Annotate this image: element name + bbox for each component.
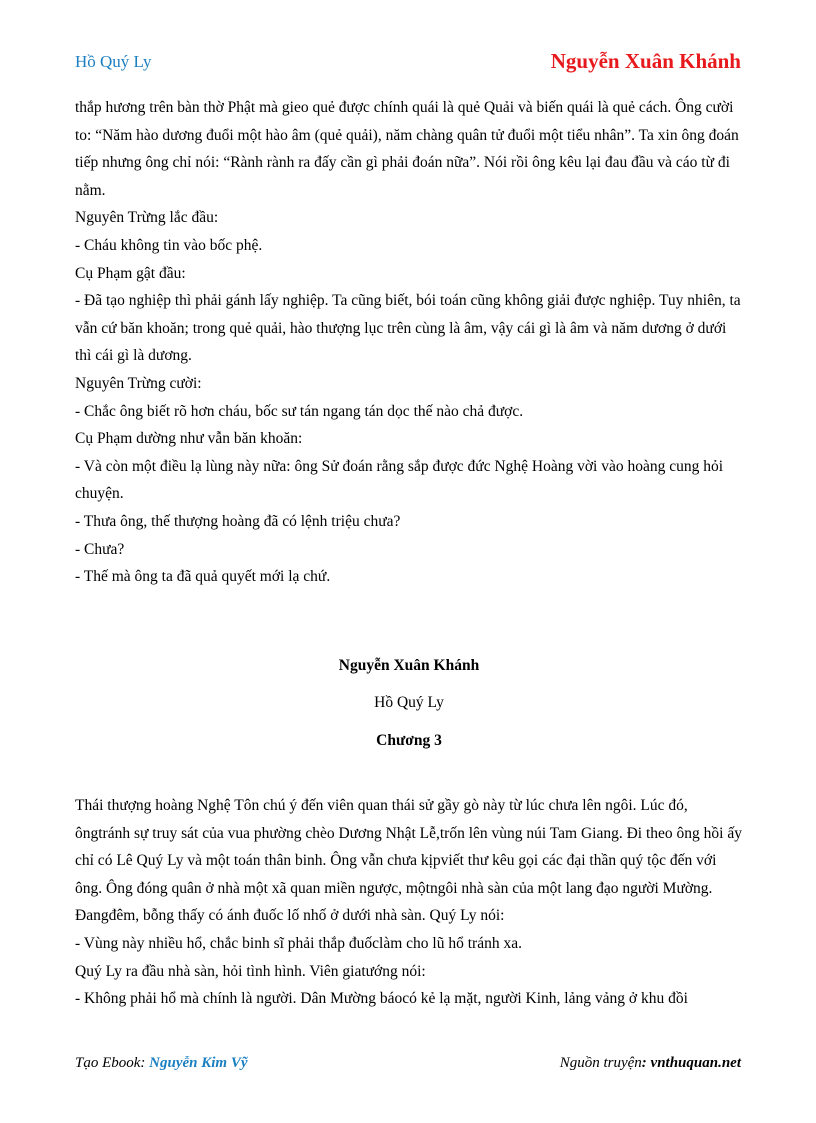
chapter-author: Nguyễn Xuân Khánh (338, 657, 480, 674)
footer-source-site: vnthuquan.net (650, 1055, 741, 1071)
paragraph: - Thưa ông, thế thượng hoàng đã có lệnh triệu chưa? (75, 512, 401, 530)
chapter-title: Chương 3 (376, 732, 442, 749)
paragraph: Nguyên Trừng lắc đầu: (75, 209, 219, 227)
paragraph: - Không phải hổ mà chính là người. Dân Mường báocó kẻ lạ mặt, người Kinh, lảng vảng ở khu đồi (75, 990, 688, 1008)
footer-separator: : (641, 1055, 651, 1071)
section-2-body (75, 792, 743, 1013)
paragraph: - Và còn một điều lạ lùng này nữa: ông Sử đoán rằng sắp được đức Nghệ Hoàng vời vào hoàng cung hỏi chuyện. (75, 457, 724, 503)
paragraph: thắp hương trên bàn thờ Phật mà gieo quẻ được chính quái là quẻ Quải và biến quái là quẻ cách. Ông cười to: “Năm hào dương đuổi một hào âm (quẻ quải), năm chàng quân tử đuổi một tiểu nhân”. Ta xin ông đoán tiếp nhưng ông chỉ nói: “Rành rành ra đấy cần gì phải đoán nữa”. Nói rồi ông kêu lại đau đầu và cáo từ đi nằm. (75, 99, 739, 199)
paragraph: - Vùng này nhiều hổ, chắc binh sĩ phải thắp đuốclàm cho lũ hổ tránh xa. (75, 934, 522, 952)
paragraph: - Thế mà ông ta đã quả quyết mới lạ chứ. (75, 568, 331, 586)
footer-source-label: Nguồn truyện (559, 1055, 642, 1071)
section-1-body (75, 94, 743, 591)
footer-source-credit (560, 1055, 741, 1072)
footer-separator: : (140, 1055, 150, 1071)
paragraph: Quý Ly ra đầu nhà sàn, hỏi tình hình. Viên giatướng nói: (75, 962, 426, 980)
paragraph: - Chắc ông biết rõ hơn cháu, bốc sư tán ngang tán dọc thế nào chả được. (75, 402, 524, 420)
paragraph: Cụ Phạm dường như vẫn băn khoăn: (75, 430, 303, 448)
paragraph: Thái thượng hoàng Nghệ Tôn chú ý đến viên quan thái sử gầy gò này từ lúc chưa lên ngôi. Lúc đó, ôngtránh sự truy sát của vua phường chèo Dương Nhật Lễ,trốn lên vùng núi Tam Giang. Đi theo ông hồi ấy chỉ có Lê Quý Ly và một toán thân binh. Ông vẫn chưa kịpviết thư kêu gọi các đại thần quý tộc đến với ông. Ông đóng quân ở nhà một xã quan miền ngược, mộtngôi nhà sàn của một lang đạo người Mường. Đangđêm, bỗng thấy có ánh đuốc lố nhố ở dưới nhà sàn. Quý Ly nói: (75, 797, 742, 925)
paragraph: - Đã tạo nghiệp thì phải gánh lấy nghiệp. Ta cũng biết, bói toán cũng không giải được nghiệp. Tuy nhiên, ta vẫn cứ băn khoăn; trong quẻ quải, hào thượng lục trên cùng là âm, vậy cái gì là âm và năm dương ở dưới thì cái gì là dương. (75, 292, 741, 365)
chapter-book-title: Hồ Quý Ly (374, 694, 444, 711)
header-author: Nguyễn Xuân Khánh (550, 49, 741, 73)
footer-ebook-label: Tạo Ebook (75, 1055, 141, 1071)
footer-ebook-creator: Nguyễn Kim Vỹ (149, 1055, 248, 1071)
footer-ebook-credit (75, 1055, 248, 1072)
paragraph: Cụ Phạm gật đầu: (75, 264, 186, 282)
paragraph: Nguyên Trừng cười: (75, 374, 202, 392)
header-book-title: Hồ Quý Ly (75, 52, 152, 71)
paragraph: - Chưa? (75, 540, 125, 558)
paragraph: - Cháu không tin vào bốc phệ. (75, 236, 263, 254)
